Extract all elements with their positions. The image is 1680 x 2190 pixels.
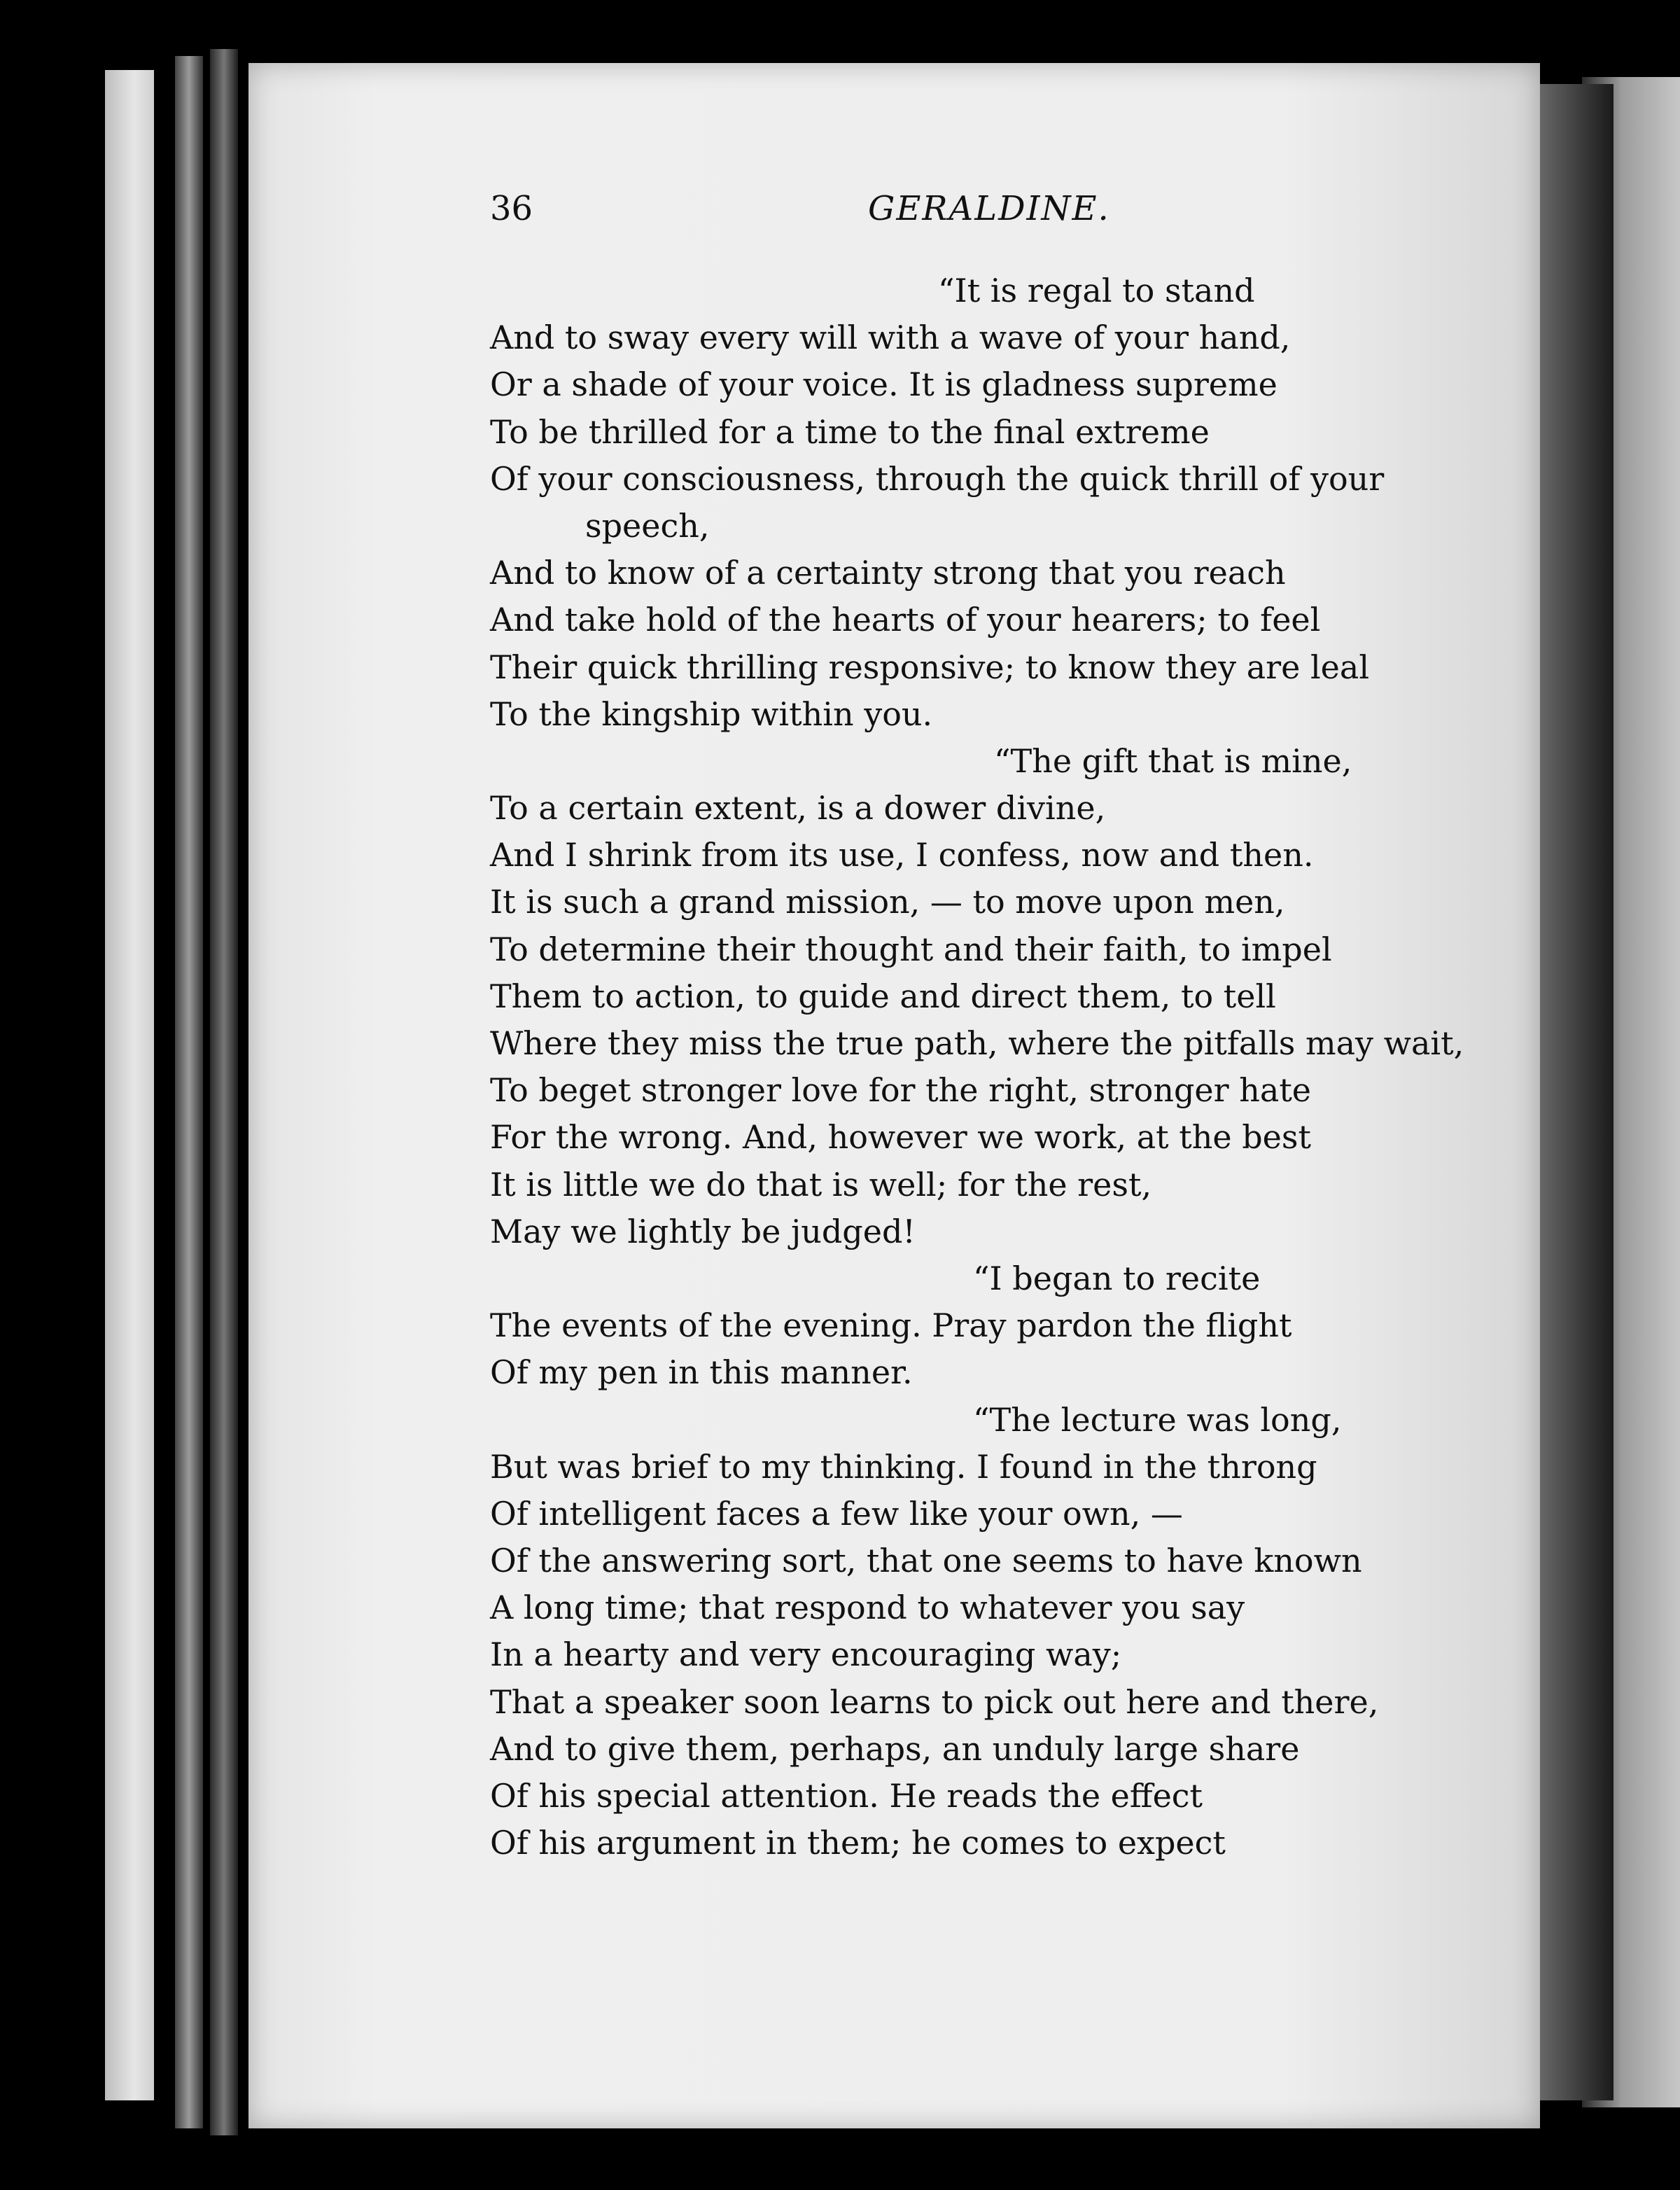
poem-line: Their quick thrilling responsive; to know they are leal (490, 648, 1370, 686)
poem-line: Of my pen in this manner. (490, 1353, 913, 1392)
poem-line: Of the answering sort, that one seems to have known (490, 1542, 1362, 1580)
poem-line: speech, (585, 506, 710, 545)
poem-text (490, 267, 1498, 1867)
poem-line: To the kingship within you. (490, 695, 933, 733)
page-number: 36 (490, 189, 533, 228)
poem-line: To be thrilled for a time to the final extreme (490, 412, 1210, 451)
poem-line: “It is regal to stand (938, 272, 1255, 309)
poem-line: To beget stronger love for the right, stronger hate (490, 1071, 1312, 1110)
running-title: GERALDINE. (868, 189, 1110, 228)
poem-line: “I began to recite (973, 1259, 1261, 1297)
poem-line: To determine their thought and their faith, to impel (490, 930, 1332, 968)
poem-line: And to know of a certainty strong that you reach (490, 554, 1286, 592)
page-edge-stack (175, 56, 203, 2128)
poem-line: May we lightly be judged! (490, 1212, 916, 1250)
poem-line: That a speaker soon learns to pick out here and there, (490, 1682, 1379, 1721)
page-edge-stack-inner (210, 49, 238, 2135)
poem-line: In a hearty and very encouraging way; (490, 1635, 1122, 1674)
poem-line: For the wrong. And, however we work, at the best (490, 1118, 1311, 1157)
poem-line: It is little we do that is well; for the rest, (490, 1165, 1152, 1204)
poem-line: It is such a grand mission, — to move upon men, (490, 883, 1285, 921)
page-edge-left (105, 70, 154, 2100)
poem-line: To a certain extent, is a dower divine, (490, 789, 1106, 828)
page-header (490, 189, 1484, 238)
book-fold-shadow (1536, 84, 1614, 2100)
poem-line: Of intelligent faces a few like your own, — (490, 1494, 1183, 1533)
poem-line: And to give them, perhaps, an unduly large share (490, 1729, 1300, 1768)
poem-line: And take hold of the hearts of your hearers; to feel (490, 601, 1321, 639)
poem-line: “The gift that is mine, (994, 741, 1352, 780)
poem-line: But was brief to my thinking. I found in the throng (490, 1447, 1317, 1486)
poem-line: Of your consciousness, through the quick thrill of your (490, 459, 1385, 498)
poem-line: The events of the evening. Pray pardon the flight (490, 1306, 1292, 1345)
poem-line: Or a shade of your voice. It is gladness supreme (490, 365, 1278, 404)
poem-line: Where they miss the true path, where the pitfalls may wait, (490, 1024, 1464, 1062)
poem-line: “The lecture was long, (973, 1400, 1342, 1439)
poem-line: Them to action, to guide and direct them, to tell (490, 977, 1276, 1015)
poem-line: A long time; that respond to whatever you say (490, 1589, 1245, 1627)
poem-line: And to sway every will with a wave of your hand, (490, 319, 1291, 357)
poem-line: And I shrink from its use, I confess, now and then. (490, 836, 1314, 874)
poem-line: Of his argument in them; he comes to expect (490, 1824, 1226, 1862)
poem-line: Of his special attention. He reads the effect (490, 1777, 1203, 1815)
